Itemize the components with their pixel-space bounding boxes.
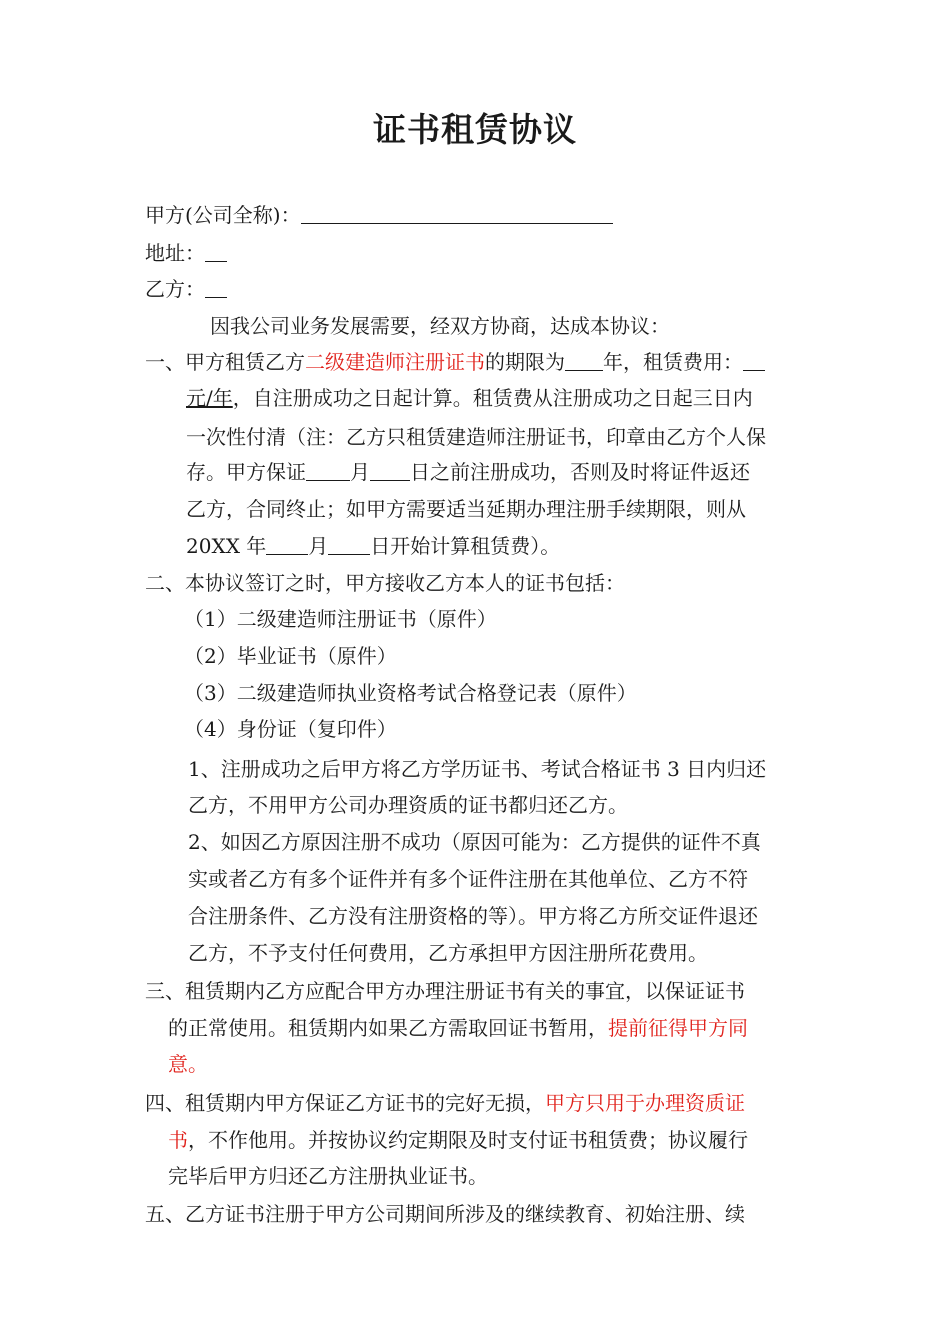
fee-unit: 元/年 — [186, 386, 233, 410]
clause1-line5: 乙方，合同终止；如甲方需要适当延期办理注册手续期限，则从 — [186, 497, 746, 521]
clause1-text: 月 — [350, 460, 370, 484]
clause1-text: 20XX 年 — [186, 534, 267, 558]
month-blank — [306, 460, 350, 481]
clause4-highlight: 甲方只用于办理资质证 — [545, 1091, 745, 1115]
clause2-item: （2）毕业证书（原件） — [184, 644, 397, 668]
term-years-blank — [565, 350, 603, 371]
day-blank — [370, 460, 410, 481]
party-a-blank — [301, 203, 613, 224]
clause3-text: 的正常使用。租赁期内如果乙方需取回证书暂用， — [168, 1016, 608, 1040]
clause3-highlight: 提前征得甲方同 — [608, 1016, 748, 1040]
start-day-blank — [328, 534, 370, 555]
clause3-line2 — [168, 1015, 748, 1041]
clause1-highlight: 二级建造师注册证书 — [305, 350, 485, 374]
clause2-item: （3）二级建造师执业资格考试合格登记表（原件） — [184, 681, 637, 705]
clause2-sub2-line3: 合注册条件、乙方没有注册资格的等）。甲方将乙方所交证件退还 — [188, 904, 758, 928]
document-title: 证书租赁协议 — [373, 110, 577, 149]
address-line — [145, 240, 227, 266]
clause2-sub2-line1: 2、如因乙方原因注册不成功（原因可能为：乙方提供的证件不真 — [188, 830, 761, 854]
clause4-text: ，不作他用。并按协议约定期限及时支付证书租赁费；协议履行 — [188, 1128, 748, 1152]
clause1-text: 日开始计算租赁费）。 — [370, 534, 561, 558]
clause4-highlight: 书 — [168, 1128, 188, 1152]
clause2-item: （1）二级建造师注册证书（原件） — [184, 607, 497, 631]
clause1-text: 的期限为 — [485, 350, 565, 374]
party-b-blank — [205, 277, 227, 298]
clause1-text: ，自注册成功之日起计算。租赁费从注册成功之日起三日内 — [232, 386, 753, 410]
clause2-sub2-line2: 实或者乙方有多个证件并有多个证件注册在其他单位、乙方不符 — [188, 867, 748, 891]
party-a-label: 甲方(公司全称)： — [145, 203, 301, 227]
clause2-item: （4）身份证（复印件） — [184, 717, 397, 741]
clause1-text: 日之前注册成功，否则及时将证件返还 — [410, 460, 750, 484]
clause2-sub1-line2: 乙方，不用甲方公司办理资质的证书都归还乙方。 — [188, 793, 628, 817]
clause4-line3: 完毕后甲方归还乙方注册执业证书。 — [168, 1164, 488, 1188]
clause1-line6 — [186, 533, 560, 559]
clause1-line2 — [186, 385, 753, 411]
clause3-line1: 三、租赁期内乙方应配合甲方办理注册证书有关的事宜，以保证证书 — [145, 979, 745, 1003]
clause1-text: 年，租赁费用： — [603, 350, 743, 374]
clause3-line3 — [168, 1051, 208, 1077]
clause5-line1: 五、乙方证书注册于甲方公司期间所涉及的继续教育、初始注册、续 — [145, 1202, 745, 1226]
start-month-blank — [266, 534, 308, 555]
party-b-label: 乙方： — [145, 277, 205, 301]
address-label: 地址： — [145, 241, 205, 265]
clause1-text: 一、甲方租赁乙方 — [145, 350, 305, 374]
clause1-line4 — [186, 459, 750, 485]
clause3-highlight: 意。 — [168, 1052, 208, 1076]
party-b-line — [145, 276, 227, 302]
fee-blank — [743, 350, 765, 371]
clause1-line1 — [145, 349, 765, 375]
clause2-heading: 二、本协议签订之时，甲方接收乙方本人的证书包括： — [145, 571, 625, 595]
clause4-text: 四、租赁期内甲方保证乙方证书的完好无损， — [145, 1091, 545, 1115]
clause2-sub1-line1: 1、注册成功之后甲方将乙方学历证书、考试合格证书 3 日内归还 — [188, 757, 767, 781]
clause4-line1 — [145, 1090, 745, 1116]
clause1-text: 存。甲方保证 — [186, 460, 306, 484]
party-a-line — [145, 202, 613, 228]
clause1-line3: 一次性付清（注：乙方只租赁建造师注册证书，印章由乙方个人保 — [186, 425, 766, 449]
clause2-sub2-line4: 乙方，不予支付任何费用，乙方承担甲方因注册所花费用。 — [188, 941, 708, 965]
address-blank — [205, 241, 227, 262]
clause4-line2 — [168, 1127, 748, 1153]
clause1-text: 月 — [308, 534, 329, 558]
intro-paragraph: 因我公司业务发展需要，经双方协商，达成本协议： — [210, 314, 670, 338]
